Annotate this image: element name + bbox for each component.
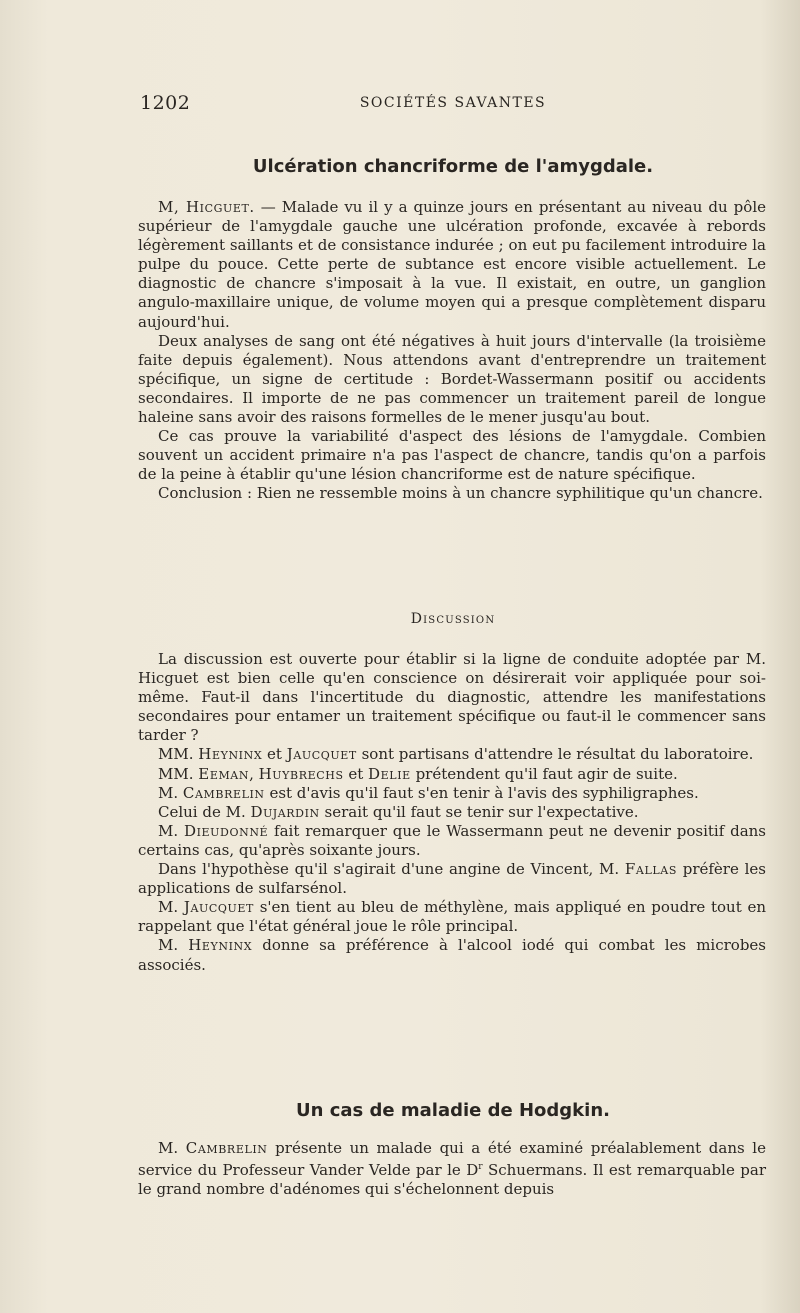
person-name: Huybrechs xyxy=(258,764,344,783)
section-title-hodgkin: Un cas de maladie de Hodgkin. xyxy=(296,1100,610,1121)
paragraph: La discussion est ouverte pour établir si la ligne de conduite adoptée par M. Hicguet est bien celle qu'en conscience on désirerait voir appliquée pour soi-même. Faut-il dans l'incertitude du diagnostic, attendre les manifestations secondaires pour entamer un traitement spécifique ou faut-il le commencer sans tarder ? xyxy=(138,650,766,745)
paragraph: M. Cambrelin présente un malade qui a été examiné préalablement dans le service du Professeur Vander Velde par le $D^r$ Schuermans. Il est remarquable par le grand nombre d'adénomes qui s'échelonnent depuis xyxy=(138,1139,766,1199)
person-name: Cambrelin xyxy=(182,783,265,802)
paragraph: Conclusion : Rien ne ressemble moins à un chancre syphilitique qu'un chancre. xyxy=(158,484,763,503)
person-name: Jaucquet xyxy=(183,898,254,917)
page-header xyxy=(140,92,766,118)
person-name: Fallas xyxy=(624,860,677,879)
discussion-heading: Discussion xyxy=(410,611,496,627)
paragraph: M. Jaucquet s'en tient au bleu de méthylène, mais appliqué en poudre tout en rappelant que l'état général joue le rôle principal. xyxy=(138,898,766,936)
paragraph xyxy=(138,198,766,332)
running-head: SOCIÉTÉS SAVANTES xyxy=(359,95,547,111)
discussion-body xyxy=(138,650,766,975)
superscript: r xyxy=(478,1162,483,1173)
person-name: Heyninx xyxy=(198,745,263,764)
paragraph: M. Cambrelin est d'avis qu'il faut s'en tenir à l'avis des syphiligraphes. xyxy=(158,783,699,802)
paragraph: Celui de M. Dujardin serait qu'il faut se tenir sur l'expectative. xyxy=(158,802,639,821)
paragraph: Dans l'hypothèse qu'il s'agirait d'une angine de Vincent, M. Fallas préfère les applications de sulfarsénol. xyxy=(138,860,766,898)
author-name: M, Hicguet. xyxy=(158,198,255,216)
section-body-hodgkin xyxy=(138,1139,766,1199)
paragraph: MM. Heyninx et Jaucquet sont partisans d'attendre le résultat du laboratoire. xyxy=(158,745,754,764)
person-name: Eeman xyxy=(198,764,250,783)
paragraph: M. Heyninx donne sa préférence à l'alcool iodé qui combat les microbes associés. xyxy=(138,936,766,974)
paragraph: Deux analyses de sang ont été négatives à huit jours d'intervalle (la troisième faite depuis également). Nous attendons avant d'entreprendre un traitement spécifique, un signe de certitude : Bordet-Wassermann positif ou accidents secondaires. Il importe de ne pas commencer un traitement pareil de longue haleine sans avoir des raisons formelles de le mener jusqu'au bout. xyxy=(138,331,766,427)
page-number: 1202 xyxy=(140,92,191,114)
paragraph-text: — Malade vu il y a quinze jours en présentant au niveau du pôle supérieur de l'amygdale gauche une ulcération profonde, excavée à rebords légèrement saillants et de consistance indurée ; on eut pu facilement introduire la pulpe du pouce. Cette perte de subtance est encore visible actuellement. Le diagnostic de chancre s'imposait à la vue. Il existait, en outre, un ganglion angulo-maxillaire unique, de volume moyen qui a presque complètement disparu aujourd'hui. xyxy=(138,198,766,331)
person-name: Jaucquet xyxy=(286,745,357,764)
person-name: Cambrelin xyxy=(185,1139,268,1157)
paragraph: MM. Eeman, Huybrechs et Delie prétendent qu'il faut agir de suite. xyxy=(158,764,678,783)
person-name: Heyninx xyxy=(188,936,253,955)
person-name: Dieudonné xyxy=(183,821,269,840)
paragraph: Ce cas prouve la variabilité d'aspect des lésions de l'amygdale. Combien souvent un accident primaire n'a pas l'aspect de chancre, tandis qu'on a parfois de la peine à établir qu'une lésion chancriforme est de nature spécifique. xyxy=(138,427,766,484)
section-title-ulceration: Ulcération chancriforme de l'amygdale. xyxy=(252,156,654,177)
person-name: Dujardin xyxy=(250,802,320,821)
paragraph: M. Dieudonné fait remarquer que le Wassermann peut ne devenir positif dans certains cas, qu'après soixante jours. xyxy=(138,821,766,859)
section-body-ulceration xyxy=(138,198,766,504)
person-name: Delie xyxy=(368,764,411,783)
